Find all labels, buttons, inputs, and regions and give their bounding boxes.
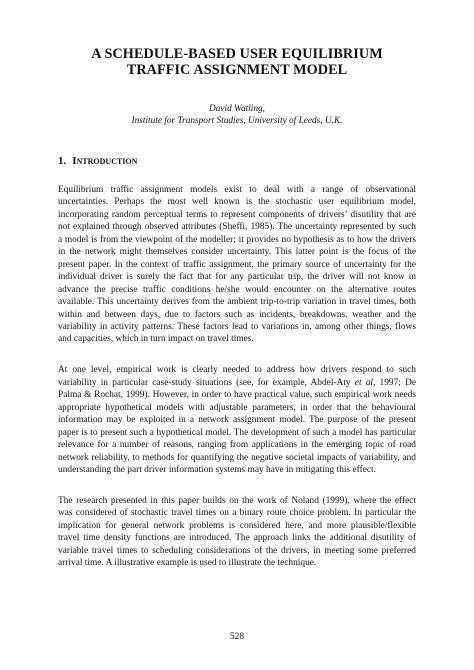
paragraph (58, 495, 416, 570)
paragraph (58, 184, 416, 346)
paragraph-line: available. This uncertainty derives from the ambient trip-to-trip variation in travel times, both (58, 297, 416, 308)
author-block (58, 103, 416, 127)
citation-et-al: et al (354, 377, 374, 388)
section-number: 1. (58, 155, 67, 167)
paragraph (58, 364, 416, 476)
paragraph-line: understanding the part driver information systems may have in mitigating this effect. (58, 465, 376, 476)
paragraph-line: paper is to present such a hypothetical model. The development of such a model has particular (58, 427, 416, 438)
paragraph-line: incorporating random perceptual terms to represent components of drivers’ disutility that are (58, 209, 416, 220)
paragraph-line: and capacities, which in turn impact on travel times. (58, 334, 254, 345)
paragraph-line: Equilibrium traffic assignment models exist to deal with a range of observational (58, 185, 416, 195)
author-affiliation: Institute for Transport Studies, University of Leeds, U.K. (131, 116, 343, 126)
paragraph-line: was considered of stochastic travel times on a binary route choice problem. In particular the (58, 508, 416, 519)
paragraph-line: variable travel times to scheduling considerations of the drivers, in meeting some preferred (58, 545, 416, 556)
title-line: A SCHEDULE-BASED USER EQUILIBRIUM (91, 46, 383, 62)
paragraph-line: travel time density functions are introduced. The approach links the additional disutility of (58, 533, 416, 544)
author-name: David Watling, (209, 104, 265, 114)
paragraph-line: individual driver is surely the fact that for any particular trip, the driver will not know in (58, 272, 416, 283)
body-text (58, 184, 416, 570)
paragraph-line: The research presented in this paper builds on the work of Noland (1999), where the effect (58, 495, 416, 506)
paragraph-line: variability in activity patterns. These factors lead to variations in, among other things, flows (58, 321, 416, 332)
paragraph-line: variability in particular case-study situations (see, for example, Abdel-Aty et al, 1997; De (58, 377, 416, 388)
paragraph-line: network reliability, to methods for quantifying the negative societal impacts of variability, and (58, 452, 416, 463)
paragraph-line: At one level, empirical work is clearly needed to address how drivers respond to such (58, 365, 416, 376)
paragraph-line: not explained through observed attributes (Sheffi, 1985). The uncertainty represented by such (58, 222, 416, 233)
page-number: 528 (229, 632, 245, 642)
paragraph-line: implication for general network problems is considered here, and more plausible/flexible (58, 520, 416, 531)
paragraph-line: within and between days, due to factors such as incidents, breakdowns, weather and the (58, 309, 416, 320)
paragraph-line: uncertainties. Perhaps the most well known is the stochastic user equilibrium model, (58, 197, 416, 208)
paragraph-line: advance the precise traffic conditions he/she would encounter on the alternative routes (58, 284, 416, 295)
paragraph-line: relevance for a number of reasons, ranging from applications in the emerging topic of road (58, 440, 416, 451)
paragraph-line: a model is from the viewpoint of the modeller; it provides no hypothesis as to how the drivers (58, 234, 416, 245)
paragraph-line: appropriate hypothetical models with adjustable parameters, in order that the behavioural (58, 402, 416, 413)
paper-title (58, 0, 416, 78)
paragraph-line: in the network might themselves consider uncertainty. This latter point is the focus of the (58, 247, 416, 258)
paragraph-line: present paper. In the context of traffic assignment, the primary source of uncertainty for the (58, 259, 416, 270)
paragraph-line: information may be exploited in a network assignment model. The purpose of the present (58, 415, 416, 426)
section-heading (58, 155, 416, 168)
title-line: TRAFFIC ASSIGNMENT MODEL (126, 62, 348, 78)
paragraph-line: arrival time. A illustrative example is used to illustrate the technique. (58, 558, 317, 569)
section-title: Introduction (72, 155, 138, 167)
paragraph-line: Palma & Rochat, 1999). However, in order to have practical value, such empirical work needs (58, 390, 416, 401)
